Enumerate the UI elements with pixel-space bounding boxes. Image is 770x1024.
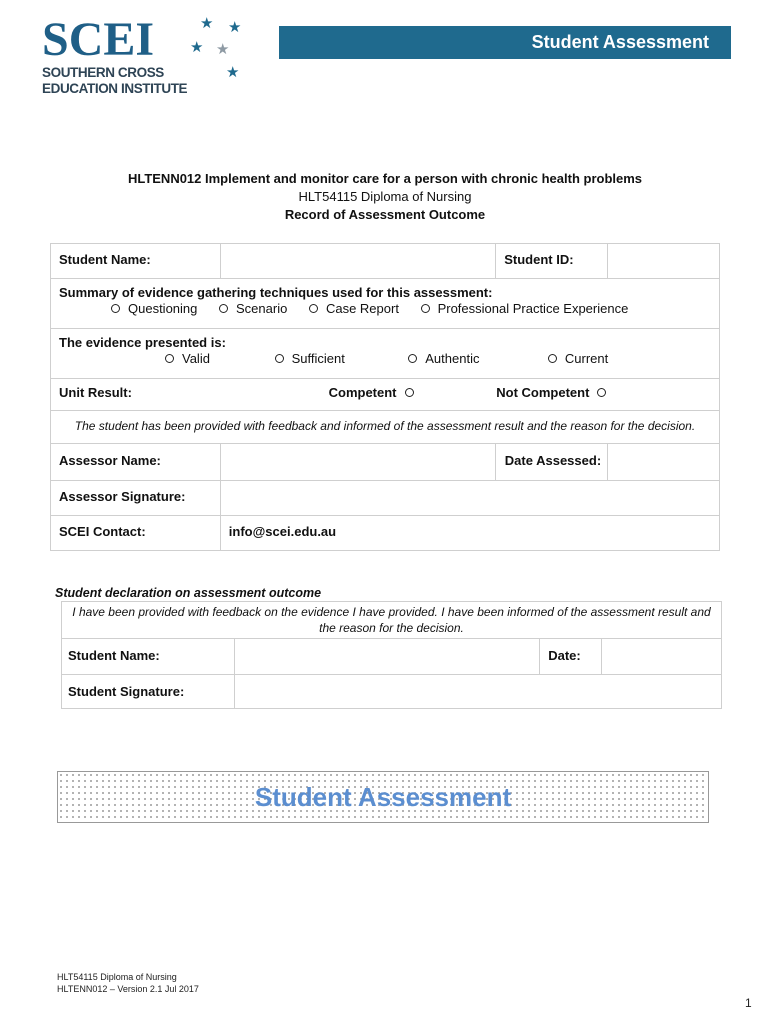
student-id-label: Student ID: — [496, 244, 608, 279]
decl-date-label: Date: — [540, 639, 602, 675]
decl-student-name-field[interactable] — [234, 639, 539, 675]
option-questioning[interactable]: Questioning — [111, 301, 197, 316]
option-valid[interactable]: Valid — [165, 351, 271, 366]
student-id-field[interactable] — [608, 244, 720, 279]
student-declaration-table — [61, 601, 722, 709]
radio-icon — [219, 304, 228, 313]
student-name-label: Student Name: — [51, 244, 221, 279]
radio-icon — [165, 354, 174, 363]
option-sufficient[interactable]: Sufficient — [275, 351, 405, 366]
evidence-techniques-heading: Summary of evidence gathering techniques used for this assessment: — [59, 285, 493, 300]
option-competent[interactable]: Competent — [329, 385, 493, 400]
record-title: Record of Assessment Outcome — [284, 207, 486, 222]
feedback-statement: The student has been provided with feedback and informed of the assessment result and the reason for the decision. — [51, 411, 720, 444]
date-assessed-label: Date Assessed: — [496, 444, 608, 481]
radio-icon — [309, 304, 318, 313]
header-banner: Student Assessment — [279, 26, 731, 59]
document-titles — [0, 170, 770, 224]
evidence-presented-cell — [51, 329, 720, 379]
option-professional-practice[interactable]: Professional Practice Experience — [421, 301, 629, 316]
student-name-field[interactable] — [220, 244, 495, 279]
radio-icon — [275, 354, 284, 363]
decl-student-signature-field[interactable] — [234, 675, 721, 709]
date-assessed-field[interactable] — [608, 444, 720, 481]
option-authentic[interactable]: Authentic — [408, 351, 544, 366]
footer-version: HLTENN012 – Version 2.1 Jul 2017 — [57, 984, 199, 994]
star-icon: ★ — [190, 39, 204, 56]
scei-contact-email[interactable]: info@scei.edu.au — [220, 516, 719, 551]
evidence-presented-heading: The evidence presented is: — [59, 335, 226, 350]
unit-result-cell — [51, 379, 720, 411]
option-scenario[interactable]: Scenario — [219, 301, 287, 316]
assessment-outcome-table — [50, 243, 720, 551]
star-icon: ★ — [228, 19, 242, 36]
assessor-name-label: Assessor Name: — [51, 444, 221, 481]
declaration-heading: Student declaration on assessment outcome — [55, 586, 322, 600]
radio-icon — [421, 304, 430, 313]
logo-line-2: EDUCATION INSTITUTE — [42, 81, 188, 96]
course-title: HLT54115 Diploma of Nursing — [298, 189, 472, 204]
star-icon: ★ — [216, 41, 230, 58]
student-assessment-title: Student Assessment — [254, 782, 512, 812]
footer-course: HLT54115 Diploma of Nursing — [57, 972, 177, 982]
student-assessment-box — [57, 771, 709, 823]
unit-result-label: Unit Result: — [59, 385, 132, 400]
scei-logo — [42, 14, 252, 104]
decl-student-signature-label: Student Signature: — [62, 675, 235, 709]
scei-contact-label: SCEI Contact: — [51, 516, 221, 551]
star-icon: ★ — [226, 64, 240, 81]
assessor-name-field[interactable] — [220, 444, 495, 481]
radio-icon — [408, 354, 417, 363]
logo-wordmark: SCEI — [42, 13, 155, 66]
option-not-competent[interactable]: Not Competent — [496, 385, 614, 400]
radio-icon — [111, 304, 120, 313]
radio-icon — [405, 388, 414, 397]
option-current[interactable]: Current — [548, 351, 608, 366]
assessor-signature-field[interactable] — [220, 481, 719, 516]
star-icon: ★ — [200, 15, 214, 32]
evidence-techniques-cell — [51, 279, 720, 329]
declaration-statement: I have been provided with feedback on the evidence I have provided. I have been informed of the assessment result and the reason for the decision. — [62, 602, 722, 639]
page-number: 1 — [745, 996, 752, 1010]
assessor-signature-label: Assessor Signature: — [51, 481, 221, 516]
logo-line-1: SOUTHERN CROSS — [42, 65, 164, 80]
radio-icon — [597, 388, 606, 397]
footer — [57, 971, 199, 995]
decl-date-field[interactable] — [602, 639, 722, 675]
option-case-report[interactable]: Case Report — [309, 301, 399, 316]
unit-title: HLTENN012 Implement and monitor care for a person with chronic health problems — [127, 171, 643, 186]
radio-icon — [548, 354, 557, 363]
decl-student-name-label: Student Name: — [62, 639, 235, 675]
